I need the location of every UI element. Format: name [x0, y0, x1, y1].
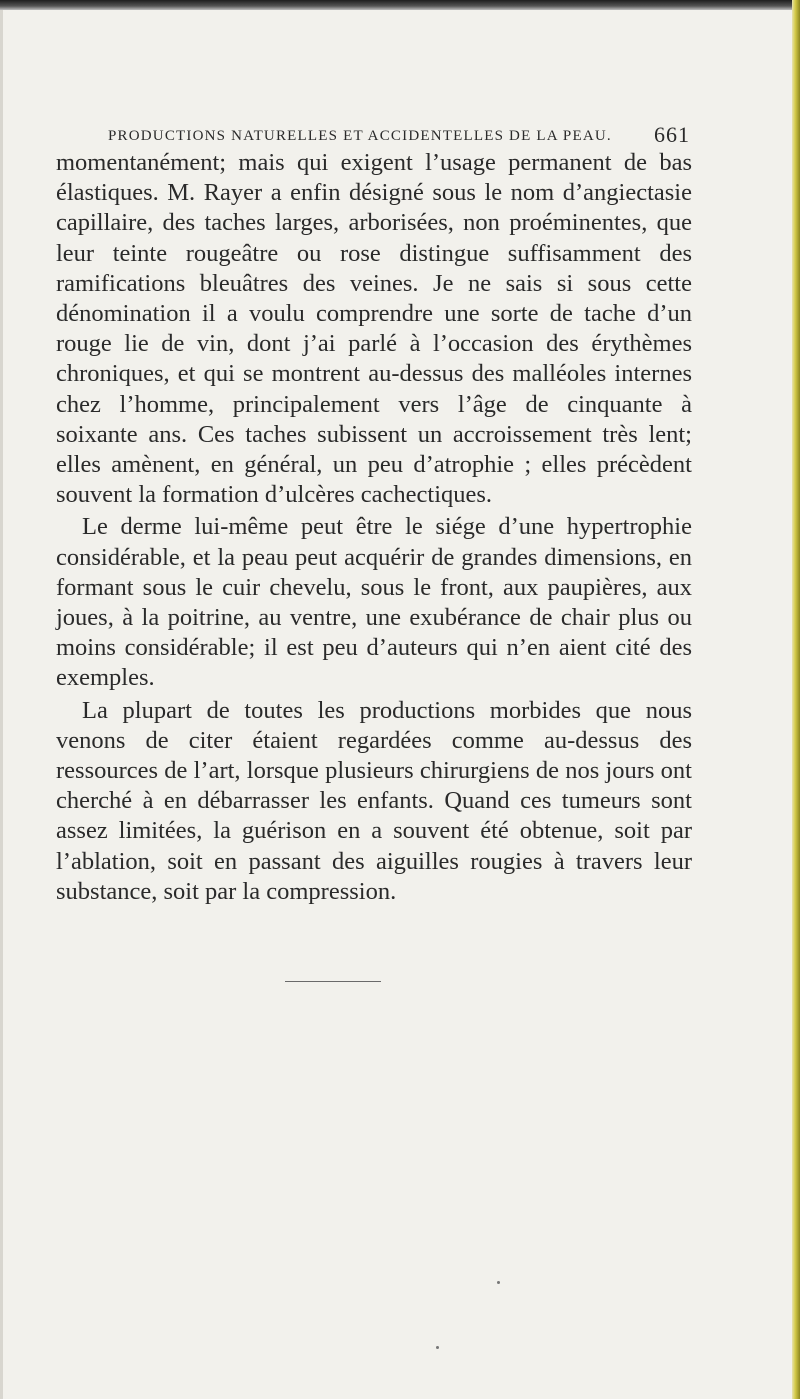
- paragraph-2: Le derme lui-même peut être le siége d’une hypertrophie considérable, et la peau peut acquérir de grandes dimensions, en formant sous le cuir chevelu, sous le front, aux paupières, aux joues, à la poitrine, au ventre, une exubérance de chair plus ou moins considérable; il est peu d’auteurs qui n’en aient cité des exemples.: [56, 513, 692, 692]
- paragraph-1: momentanément; mais qui exigent l’usage permanent de bas élastiques. M. Rayer a enfin désigné sous le nom d’angiectasie capillaire, des taches larges, arborisées, non proéminentes, que leur teinte rougeâtre ou rose distingue suffisamment des ramifications bleuâtres des veines. Je ne sais si sous cette dénomination il a voulu comprendre une sorte de tache d’un rouge lie de vin, dont j’ai parlé à l’occasion des érythèmes chroniques, et qui se montrent au-dessus des malléoles internes chez l’homme, principalement vers l’âge de cinquante à soixante ans. Ces taches subissent un accroissement très lent; elles amènent, en général, un peu d’atrophie ; elles précèdent souvent la formation d’ulcères cachectiques.: [56, 149, 692, 509]
- paper-speck: [497, 1281, 500, 1284]
- body-text: [56, 148, 692, 907]
- paper-speck: [436, 1346, 439, 1349]
- running-head: [108, 120, 690, 150]
- running-head-title: PRODUCTIONS NATURELLES ET ACCIDENTELLES DE LA PEAU.: [108, 128, 612, 144]
- paragraph-3: La plupart de toutes les productions morbides que nous venons de citer étaient regardées comme au-dessus des ressources de l’art, lorsque plusieurs chirurgiens de nos jours ont cherché à en débarrasser les enfants. Quand ces tumeurs sont assez limitées, la guérison en a souvent été obtenue, soit par l’ablation, soit en passant des aiguilles rougies à travers leur substance, soit par la compression.: [56, 696, 692, 905]
- page-right-edge: [792, 0, 800, 1399]
- page-number: 661: [654, 122, 690, 147]
- page-top-edge: [0, 0, 800, 10]
- footnote-rule: [285, 981, 381, 982]
- page-left-shadow: [0, 10, 3, 1399]
